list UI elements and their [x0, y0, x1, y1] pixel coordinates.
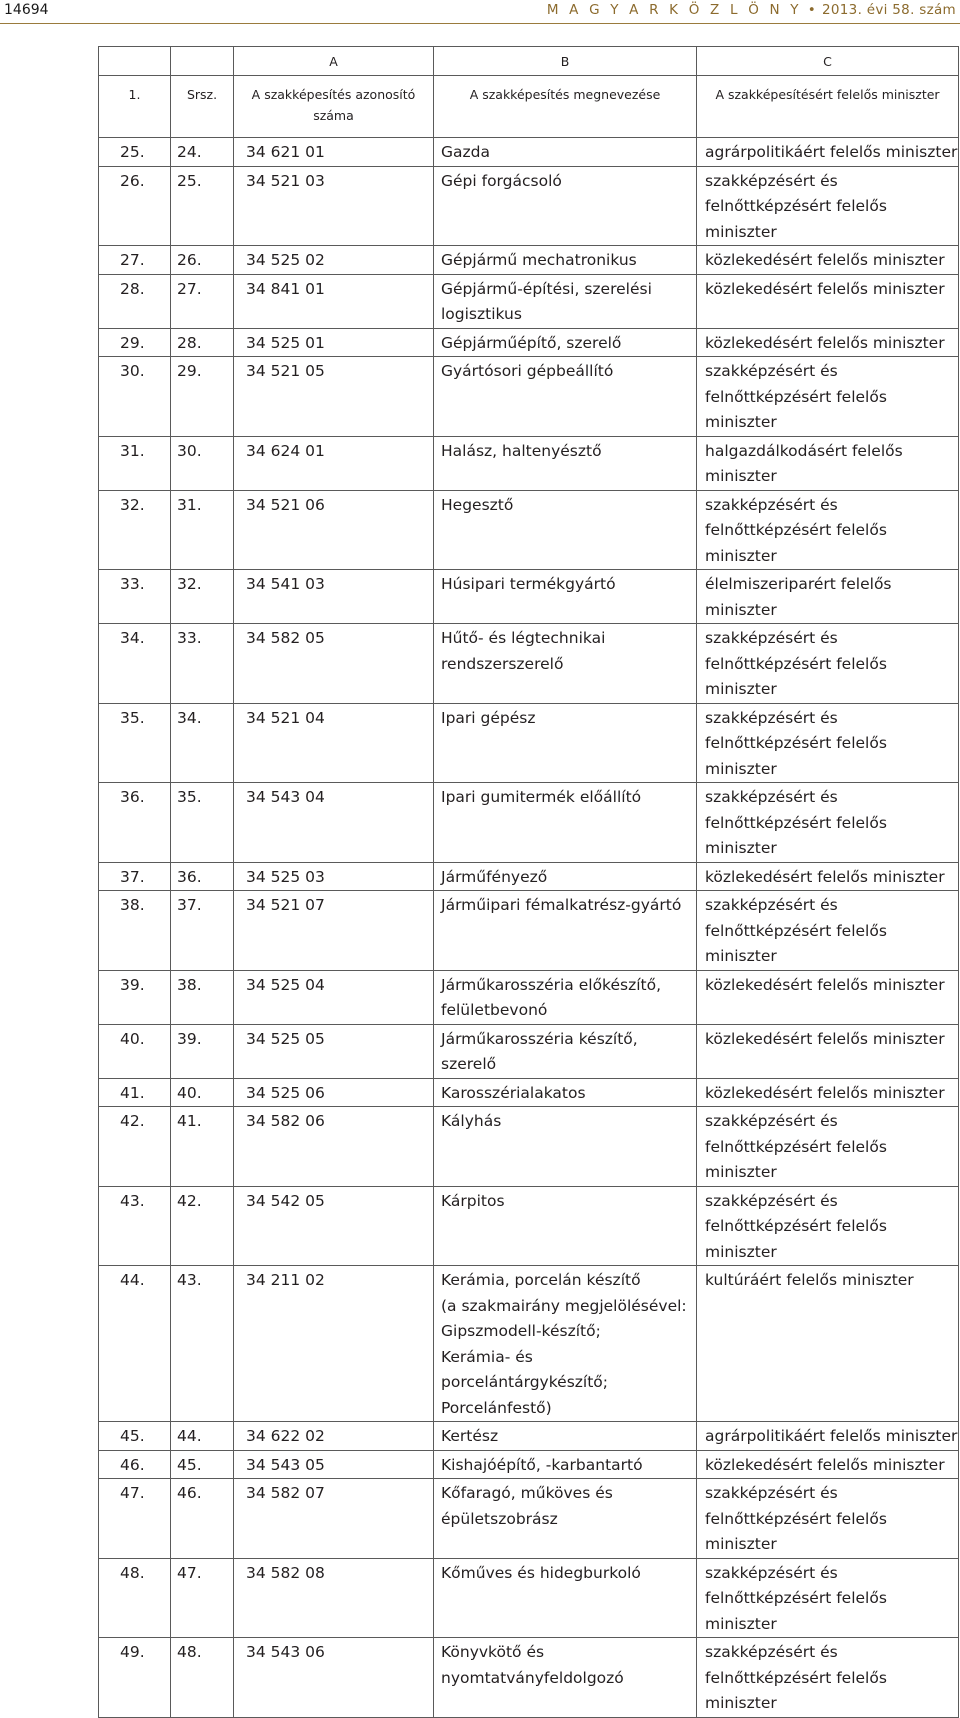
row-srsz: 24.: [171, 138, 234, 167]
column-header-row: [99, 76, 959, 138]
table-row: [99, 246, 959, 275]
row-code: 34 525 03: [234, 862, 434, 891]
row-srsz: 46.: [171, 1479, 234, 1559]
row-index: 30.: [99, 357, 171, 437]
row-srsz: 26.: [171, 246, 234, 275]
row-name: Járműkarosszéria előkészítő, felületbevonó: [434, 970, 697, 1024]
row-minister: szakképzésért és felnőttképzésért felelős miniszter: [697, 624, 959, 704]
row-code: 34 622 02: [234, 1422, 434, 1451]
row-name: Járműfényező: [434, 862, 697, 891]
journal-title: M A G Y A R K Ö Z L Ö N Y: [546, 2, 802, 18]
row-name: Húsipari termékgyártó: [434, 570, 697, 624]
row-name: Kertész: [434, 1422, 697, 1451]
column-letter-c: C: [697, 47, 959, 76]
row-srsz: 47.: [171, 1558, 234, 1638]
row-minister: szakképzésért és felnőttképzésért felelős miniszter: [697, 1638, 959, 1718]
row-index: 29.: [99, 328, 171, 357]
row-name: Gépjármű mechatronikus: [434, 246, 697, 275]
header-code: A szakképesítés azonosító száma: [234, 76, 434, 138]
row-index: 48.: [99, 1558, 171, 1638]
row-index: 40.: [99, 1024, 171, 1078]
row-name: Gépi forgácsoló: [434, 166, 697, 246]
row-minister: agrárpolitikáért felelős miniszter: [697, 138, 959, 167]
row-name: Gazda: [434, 138, 697, 167]
row-minister: közlekedésért felelős miniszter: [697, 1450, 959, 1479]
header-name: A szakképesítés megnevezése: [434, 76, 697, 138]
row-srsz: 34.: [171, 703, 234, 783]
row-code: 34 521 03: [234, 166, 434, 246]
row-minister: szakképzésért és felnőttképzésért felelős miniszter: [697, 1479, 959, 1559]
row-srsz: 30.: [171, 436, 234, 490]
row-minister: élelmiszeriparért felelős miniszter: [697, 570, 959, 624]
row-srsz: 48.: [171, 1638, 234, 1718]
row-srsz: 28.: [171, 328, 234, 357]
corner-cell: [99, 47, 171, 76]
row-index: 25.: [99, 138, 171, 167]
row-name: Kőműves és hidegburkoló: [434, 1558, 697, 1638]
table-row: [99, 1024, 959, 1078]
table-row: [99, 1479, 959, 1559]
row-code: 34 543 05: [234, 1450, 434, 1479]
row-index: 47.: [99, 1479, 171, 1559]
row-srsz: 43.: [171, 1266, 234, 1422]
row-minister: szakképzésért és felnőttképzésért felelős miniszter: [697, 490, 959, 570]
row-srsz: 39.: [171, 1024, 234, 1078]
row-code: 34 521 06: [234, 490, 434, 570]
row-srsz: 40.: [171, 1078, 234, 1107]
row-srsz: 35.: [171, 783, 234, 863]
row-name: Járműkarosszéria készítő, szerelő: [434, 1024, 697, 1078]
row-code: 34 621 01: [234, 138, 434, 167]
row-name: Hegesztő: [434, 490, 697, 570]
page-number: 14694: [4, 2, 49, 18]
row-srsz: 45.: [171, 1450, 234, 1479]
row-srsz: 41.: [171, 1107, 234, 1187]
row-code: 34 521 07: [234, 891, 434, 971]
row-minister: szakképzésért és felnőttképzésért felelős miniszter: [697, 357, 959, 437]
row-index: 41.: [99, 1078, 171, 1107]
bullet-separator: •: [807, 2, 817, 18]
column-letter-a: A: [234, 47, 434, 76]
row-code: 34 582 05: [234, 624, 434, 704]
row-srsz: 27.: [171, 274, 234, 328]
row-index: 31.: [99, 436, 171, 490]
row-srsz: 33.: [171, 624, 234, 704]
header-divider: [0, 23, 960, 24]
row-code: 34 582 06: [234, 1107, 434, 1187]
row-index: 39.: [99, 970, 171, 1024]
row-name: Kishajóépítő, -karbantartó: [434, 1450, 697, 1479]
row-index: 37.: [99, 862, 171, 891]
row-srsz: 44.: [171, 1422, 234, 1451]
journal-issue: [547, 2, 956, 18]
qualifications-table: [98, 46, 959, 1718]
page-header: [0, 0, 960, 26]
header-index: 1.: [99, 76, 171, 138]
row-code: 34 624 01: [234, 436, 434, 490]
row-name: Karosszérialakatos: [434, 1078, 697, 1107]
row-index: 32.: [99, 490, 171, 570]
row-name: Ipari gumitermék előállító: [434, 783, 697, 863]
row-code: 34 211 02: [234, 1266, 434, 1422]
corner-cell: [171, 47, 234, 76]
table-row: [99, 328, 959, 357]
row-minister: szakképzésért és felnőttképzésért felelős miniszter: [697, 166, 959, 246]
row-name: Ipari gépész: [434, 703, 697, 783]
table-row: [99, 862, 959, 891]
row-minister: agrárpolitikáért felelős miniszter: [697, 1422, 959, 1451]
row-minister: szakképzésért és felnőttképzésért felelős miniszter: [697, 703, 959, 783]
issue-label: 2013. évi 58. szám: [822, 2, 956, 18]
header-minister: A szakképesítésért felelős miniszter: [697, 76, 959, 138]
row-index: 43.: [99, 1186, 171, 1266]
column-letter-row: [99, 47, 959, 76]
row-name: Kárpitos: [434, 1186, 697, 1266]
row-index: 42.: [99, 1107, 171, 1187]
row-code: 34 525 02: [234, 246, 434, 275]
table-row: [99, 1266, 959, 1422]
row-code: 34 582 08: [234, 1558, 434, 1638]
header-srsz: Srsz.: [171, 76, 234, 138]
row-code: 34 582 07: [234, 1479, 434, 1559]
row-srsz: 32.: [171, 570, 234, 624]
row-index: 38.: [99, 891, 171, 971]
row-minister: közlekedésért felelős miniszter: [697, 1024, 959, 1078]
row-index: 26.: [99, 166, 171, 246]
row-minister: közlekedésért felelős miniszter: [697, 970, 959, 1024]
row-minister: közlekedésért felelős miniszter: [697, 274, 959, 328]
row-minister: közlekedésért felelős miniszter: [697, 862, 959, 891]
table-row: [99, 624, 959, 704]
table-row: [99, 166, 959, 246]
row-index: 44.: [99, 1266, 171, 1422]
table-row: [99, 490, 959, 570]
row-index: 33.: [99, 570, 171, 624]
row-index: 49.: [99, 1638, 171, 1718]
row-code: 34 521 05: [234, 357, 434, 437]
table-row: [99, 970, 959, 1024]
row-minister: szakképzésért és felnőttképzésért felelős miniszter: [697, 891, 959, 971]
row-index: 34.: [99, 624, 171, 704]
row-minister: halgazdálkodásért felelős miniszter: [697, 436, 959, 490]
table-row: [99, 1638, 959, 1718]
row-index: 35.: [99, 703, 171, 783]
row-srsz: 36.: [171, 862, 234, 891]
row-srsz: 29.: [171, 357, 234, 437]
row-code: 34 541 03: [234, 570, 434, 624]
row-code: 34 525 04: [234, 970, 434, 1024]
row-minister: közlekedésért felelős miniszter: [697, 246, 959, 275]
row-code: 34 525 01: [234, 328, 434, 357]
row-name: Gyártósori gépbeállító: [434, 357, 697, 437]
table-row: [99, 138, 959, 167]
table-row: [99, 703, 959, 783]
row-name: Kályhás: [434, 1107, 697, 1187]
row-index: 45.: [99, 1422, 171, 1451]
row-name: Gépjármű-építési, szerelési logisztikus: [434, 274, 697, 328]
row-srsz: 31.: [171, 490, 234, 570]
row-name: Kerámia, porcelán készítő (a szakmairány megjelölésével: Gipszmodell-készítő; Kerámia- és porcelántárgykészítő; Porcelánfestő): [434, 1266, 697, 1422]
table-row: [99, 357, 959, 437]
row-srsz: 37.: [171, 891, 234, 971]
row-minister: szakképzésért és felnőttképzésért felelős miniszter: [697, 1558, 959, 1638]
row-srsz: 25.: [171, 166, 234, 246]
row-code: 34 543 06: [234, 1638, 434, 1718]
row-code: 34 525 05: [234, 1024, 434, 1078]
row-minister: közlekedésért felelős miniszter: [697, 1078, 959, 1107]
table-row: [99, 1422, 959, 1451]
row-code: 34 543 04: [234, 783, 434, 863]
row-minister: kultúráért felelős miniszter: [697, 1266, 959, 1422]
column-letter-b: B: [434, 47, 697, 76]
row-name: Halász, haltenyésztő: [434, 436, 697, 490]
row-code: 34 521 04: [234, 703, 434, 783]
row-srsz: 42.: [171, 1186, 234, 1266]
row-minister: szakképzésért és felnőttképzésért felelős miniszter: [697, 1186, 959, 1266]
row-index: 36.: [99, 783, 171, 863]
row-name: Könyvkötő és nyomtatványfeldolgozó: [434, 1638, 697, 1718]
row-minister: szakképzésért és felnőttképzésért felelős miniszter: [697, 1107, 959, 1187]
row-name: Kőfaragó, műköves és épületszobrász: [434, 1479, 697, 1559]
table-row: [99, 570, 959, 624]
table-row: [99, 274, 959, 328]
table-row: [99, 1450, 959, 1479]
row-index: 27.: [99, 246, 171, 275]
table-row: [99, 436, 959, 490]
row-name: Járműipari fémalkatrész-gyártó: [434, 891, 697, 971]
table-row: [99, 891, 959, 971]
row-name: Gépjárműépítő, szerelő: [434, 328, 697, 357]
row-code: 34 841 01: [234, 274, 434, 328]
row-name: Hűtő- és légtechnikai rendszerszerelő: [434, 624, 697, 704]
row-minister: közlekedésért felelős miniszter: [697, 328, 959, 357]
table-row: [99, 1078, 959, 1107]
row-index: 46.: [99, 1450, 171, 1479]
row-code: 34 542 05: [234, 1186, 434, 1266]
row-minister: szakképzésért és felnőttképzésért felelős miniszter: [697, 783, 959, 863]
table-row: [99, 1186, 959, 1266]
table-row: [99, 1558, 959, 1638]
table-row: [99, 783, 959, 863]
row-code: 34 525 06: [234, 1078, 434, 1107]
row-index: 28.: [99, 274, 171, 328]
row-srsz: 38.: [171, 970, 234, 1024]
table-row: [99, 1107, 959, 1187]
